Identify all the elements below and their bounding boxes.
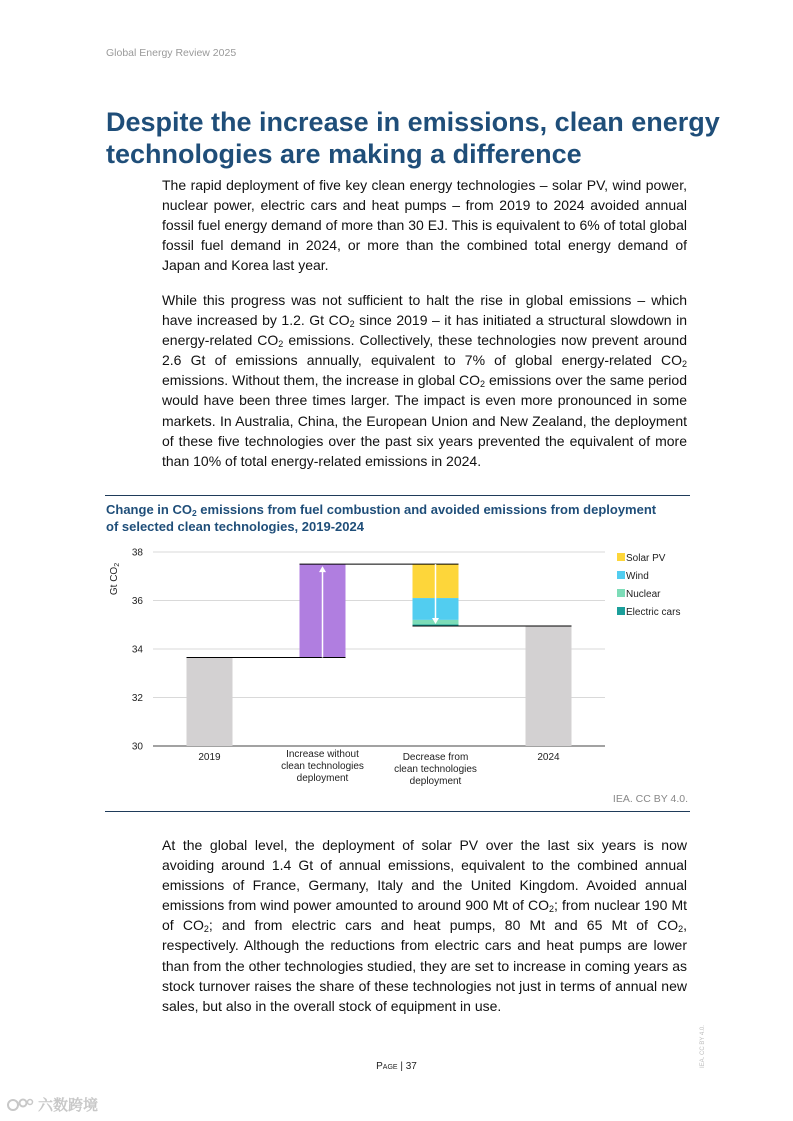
x-category-label: clean technologies [394, 764, 477, 775]
legend-swatch [617, 589, 625, 597]
paragraph-1 [162, 175, 687, 275]
legend-swatch [617, 571, 625, 579]
legend-swatch [617, 553, 625, 561]
page-label: Page [376, 1061, 398, 1072]
figure-title [106, 501, 666, 535]
subscript: 2 [203, 924, 209, 935]
page-number [0, 1061, 793, 1072]
text-run: since 2019 – it has initiated a structural slowdown in energy-related CO [162, 312, 687, 349]
figure-title-part: emissions from fuel combustion and avoided emissions from deployment of selected clean technologies, 2019-2024 [106, 502, 657, 534]
x-category-label: deployment [409, 776, 462, 786]
y-tick-label: 36 [131, 596, 143, 607]
legend-swatch [617, 607, 625, 615]
page-number-value: 37 [405, 1061, 417, 1072]
text-run: While this progress was not sufficient to halt the rise in global emissions – which have increased by 1.2. Gt CO [162, 292, 687, 329]
paragraph-2-text [162, 290, 687, 471]
x-category-label: deployment [296, 773, 349, 784]
y-tick-label: 32 [131, 693, 143, 704]
paragraph-3-text [162, 835, 687, 1016]
subscript: 2 [681, 359, 687, 370]
figure-credit: IEA. CC BY 4.0. [612, 793, 688, 805]
running-header: Global Energy Review 2025 [106, 47, 237, 59]
corner-logo [6, 1094, 98, 1115]
paragraph-2 [162, 290, 687, 471]
y-axis-label-subscript: 2 [114, 562, 121, 567]
x-category-label: 2019 [198, 752, 221, 763]
bar-2024 [526, 626, 572, 746]
x-category-label: clean technologies [281, 761, 364, 772]
subscript: 2 [548, 904, 554, 915]
y-tick-label: 38 [131, 547, 143, 559]
subscript: 2 [191, 508, 197, 518]
logo-icon [6, 1097, 34, 1113]
page-title: Despite the increase in emissions, clean energy technologies are making a difference [106, 107, 720, 169]
paragraph-1-text: The rapid deployment of five key clean energy technologies – solar PV, wind power, nuclear power, electric cars and heat pumps – from 2019 to 2024 avoided annual fossil fuel energy demand of more than 30 EJ. This is equivalent to 6% of total global fossil fuel demand in 2024, or more than the combined total energy demand of Japan and Korea last year. [162, 177, 687, 274]
text-run: emissions. Collectively, these technologies now prevent around 2.6 Gt of emissions annually, equivalent to 7% of global energy-related CO [162, 332, 688, 369]
text-run: , respectively. Although the reductions from electric cars and heat pumps are lower than from the other technologies studied, they are set to increase in coming years as stock turnover raises the share of these technologies not just in terms of annual new sales, but also in the overall stock of equipment in use. [162, 917, 687, 1014]
figure [105, 495, 690, 812]
legend-label: Nuclear [626, 589, 661, 600]
paragraph-3 [162, 835, 687, 1016]
logo-text: 六数跨境 [38, 1097, 99, 1114]
subscript: 2 [349, 319, 355, 330]
figure-title-part: Change in CO [106, 502, 192, 517]
bar-2019 [187, 657, 233, 746]
y-tick-label: 34 [131, 644, 143, 656]
legend-label: Electric cars [626, 607, 681, 618]
subscript: 2 [678, 924, 684, 935]
side-watermark: IEA. CC BY 4.0. [700, 1025, 706, 1068]
subscript: 2 [278, 339, 284, 350]
legend-label: Wind [626, 571, 649, 582]
waterfall-chart [105, 536, 690, 786]
text-run: emissions over the same period would have been three times larger. The impact is even more pronounced in some markets. In Australia, China, the European Union and New Zealand, the deployment of these five technologies over the past six years prevented the equivalent of more than 10% of total energy-related emissions in 2024. [162, 372, 687, 469]
text-run: ; and from electric cars and heat pumps, 80 Mt and 65 Mt of CO [208, 917, 679, 934]
text-run: ; from nuclear 190 Mt of CO [162, 897, 687, 934]
x-category-label: Decrease from [402, 752, 469, 763]
y-axis-label [109, 563, 121, 595]
subscript: 2 [480, 379, 486, 390]
y-axis-label-main: Gt CO [109, 566, 120, 596]
page-separator: | [397, 1061, 406, 1072]
text-run: At the global level, the deployment of solar PV over the last six years is now avoiding around 1.4 Gt of annual emissions, equivalent to the combined annual emissions of France, Germany, Italy and the United Kingdom. Avoided annual emissions from wind power amounted to around 900 Mt of CO [162, 837, 687, 914]
x-category-label: Increase without [286, 749, 359, 760]
x-category-label: 2024 [537, 752, 560, 763]
text-run: emissions. Without them, the increase in global CO [162, 372, 481, 389]
legend-label: Solar PV [626, 553, 666, 564]
y-tick-label: 30 [131, 741, 143, 753]
